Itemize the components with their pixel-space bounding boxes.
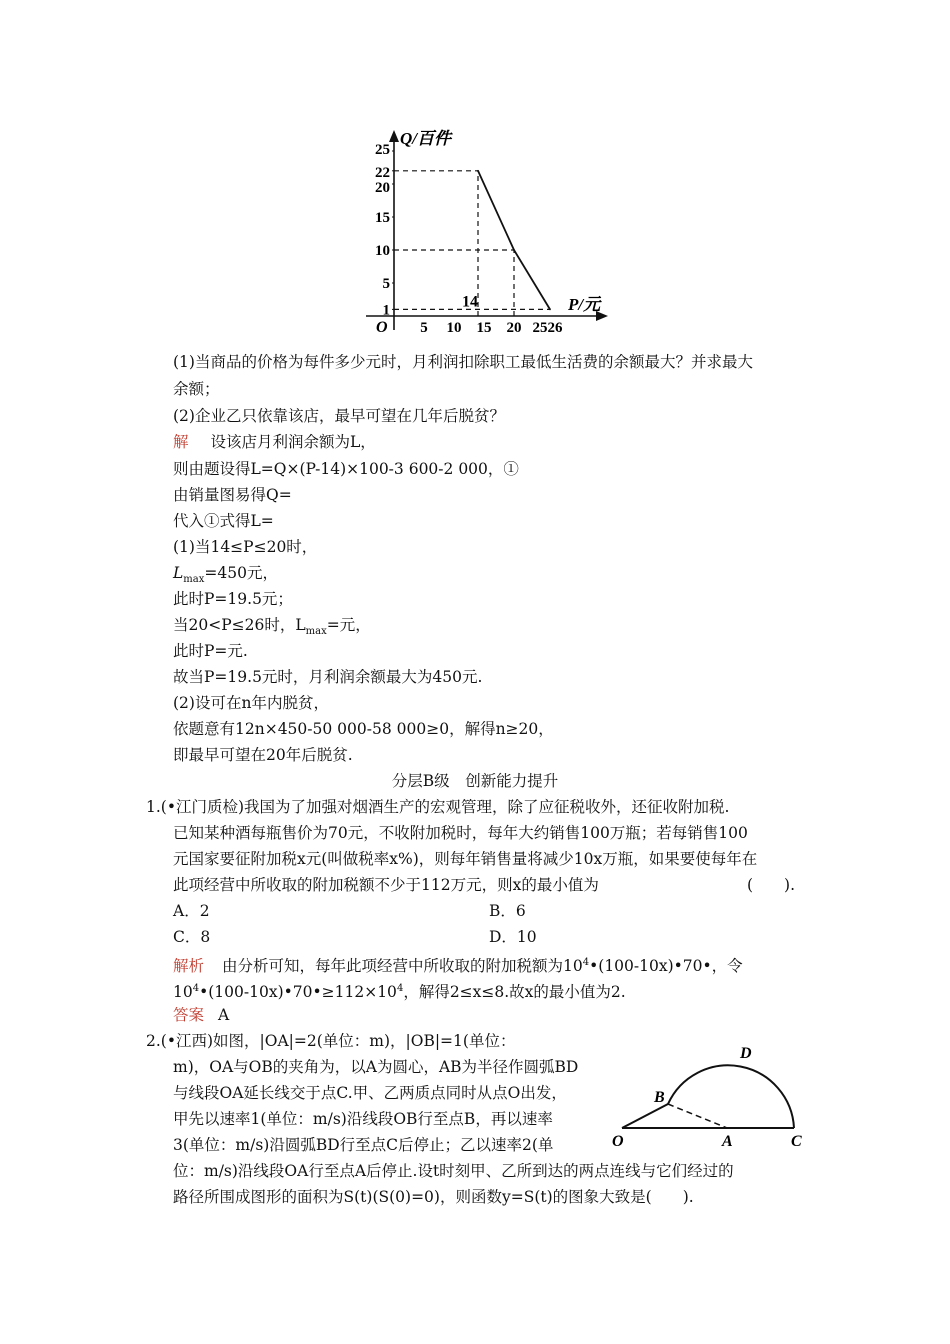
x-tick-labels <box>420 320 563 336</box>
y-tick-5: 5 <box>382 276 390 292</box>
x-tick-15: 15 <box>476 320 492 336</box>
arc-geometry-figure <box>612 1038 812 1153</box>
answer-blank: ( ). <box>747 876 796 894</box>
analysis-text-3: 10 <box>173 983 193 1002</box>
x-tick-5: 5 <box>420 320 428 336</box>
question-1-line-1: (1)当商品的价格为每件多少元时，月利润扣除职工最低生活费的余额最大？并求最大 <box>173 353 753 371</box>
y-tick-1: 1 <box>382 302 390 319</box>
step-11: 依题意有12n×450-50 000-58 000≥0，解得n≥20， <box>173 720 554 738</box>
step-8: 此时P=元. <box>173 642 248 660</box>
segment-ba-dashed <box>668 1104 727 1128</box>
analysis-line-2 <box>173 979 626 1002</box>
problem-2-line-1: 2.(•江西)如图，|OA|=2(单位：m)，|OB|=1(单位： <box>146 1032 516 1050</box>
x-tick-26: 26 <box>547 320 563 336</box>
y-tick-15: 15 <box>375 210 390 226</box>
y-axis-arrow <box>389 130 399 142</box>
analysis-line-1 <box>173 953 743 976</box>
step-9: 故当P=19.5元时，月利润余额最大为450元. <box>173 668 483 686</box>
step-7-condition: 当20<P≤26时，L <box>173 616 306 634</box>
option-b: B．6 <box>489 902 526 920</box>
x-tick-20: 20 <box>506 320 522 336</box>
max-subscript-2: max <box>305 626 327 638</box>
step-5 <box>173 563 278 590</box>
data-point-2 <box>549 309 551 311</box>
x-axis-label: P/元 <box>568 295 601 314</box>
segment-ob <box>622 1104 668 1128</box>
step-12: 即最早可望在20年后脱贫. <box>173 746 353 764</box>
label-a: A <box>722 1133 733 1150</box>
step-5-value: =450元， <box>204 564 278 582</box>
question-2: (2)企业乙只依靠该店，最早可望在几年后脱贫？ <box>173 407 505 425</box>
y-tick-20: 20 <box>375 180 390 196</box>
option-a: A．2 <box>173 902 210 920</box>
analysis-text-5: ，解得2≤x≤8.故x的最小值为2. <box>403 983 626 1002</box>
problem-1-line-4: 此项经营中所收取的附加税额不少于112万元，则x的最小值为 <box>173 876 599 894</box>
section-heading: 分层B级 创新能力提升 <box>391 772 559 790</box>
step-7-value: =元， <box>326 616 371 634</box>
data-point-0 <box>477 170 479 172</box>
question-1-line-2: 余额； <box>173 380 220 398</box>
solution-label: 解 <box>173 433 189 451</box>
y-tick-25: 25 <box>375 142 390 158</box>
solution-intro: 设该店月利润余额为L， <box>210 433 376 451</box>
option-d: D．10 <box>489 928 537 946</box>
analysis-label: 解析 <box>173 957 205 976</box>
step-10: (2)设可在n年内脱贫， <box>173 694 329 712</box>
problem-2-line-7: 路径所围成图形的面积为S(t)(S(0)=0)，则函数y=S(t)的图象大致是( ). <box>173 1188 694 1206</box>
exponent-3: 4 <box>396 983 404 994</box>
series-segment-0 <box>478 171 514 250</box>
step-4: (1)当14≤P≤20时， <box>173 538 318 556</box>
label-c: C <box>791 1133 802 1150</box>
arc-bd <box>668 1065 794 1128</box>
problem-1-line-3: 元国家要征附加税x元(叫做税率x%)，则每年销售量将减少10x万瓶，如果要使每年在 <box>173 850 758 868</box>
problem-1-line-2: 已知某种酒每瓶售价为70元，不收附加税时，每年大约销售100万瓶；若每销售100 <box>173 824 748 842</box>
problem-2-line-6: 位：m/s)沿线段OA行至点A后停止.设t时刻甲、乙所到达的两点连线与它们经过的 <box>173 1162 734 1180</box>
problem-2-line-3: 与线段OA延长线交于点C.甲、乙两质点同时从点O出发， <box>173 1084 567 1102</box>
x-tick-10: 10 <box>446 320 462 336</box>
step-1: 则由题设得L=Q×(P-14)×100-3 600-2 000，① <box>173 460 519 478</box>
answer-value: A <box>218 1006 230 1024</box>
origin-label: O <box>376 319 388 336</box>
step-3: 代入①式得L= <box>173 512 274 530</box>
x-tick-25: 25 <box>532 320 548 336</box>
exponent: 4 <box>582 957 590 968</box>
step-6: 此时P=19.5元； <box>173 590 293 608</box>
sales-volume-chart <box>360 122 620 337</box>
data-point-1 <box>513 249 515 251</box>
y-tick-labels <box>375 142 394 318</box>
l-symbol: L <box>173 564 184 582</box>
option-c: C．8 <box>173 928 211 946</box>
problem-2-line-5: 3(单位：m/s)沿圆弧BD行至点C后停止；乙以速率2(单 <box>173 1136 554 1154</box>
series-line <box>477 170 551 310</box>
y-tick-10: 10 <box>375 243 390 259</box>
label-d: D <box>740 1045 752 1062</box>
y-tick-22: 22 <box>375 164 390 181</box>
answer-line <box>173 1005 229 1025</box>
analysis-text-4: •(100-10x)•70•≥112×10 <box>199 983 397 1002</box>
series-segment-1 <box>514 250 550 309</box>
exponent-2: 4 <box>192 983 200 994</box>
problem-2-line-2: m)，OA与OB的夹角为，以A为圆心，AB为半径作圆弧BD <box>173 1058 579 1076</box>
analysis-text-2: •(100-10x)•70•，令 <box>589 957 743 976</box>
analysis-text-1: 由分析可知，每年此项经营中所收取的附加税额为10 <box>222 957 583 976</box>
y-axis-label: Q/百件 <box>400 129 451 148</box>
step-7 <box>173 615 371 642</box>
answer-label: 答案 <box>173 1006 205 1024</box>
label-b: B <box>654 1089 665 1106</box>
solution-line <box>173 432 376 452</box>
max-subscript: max <box>183 574 205 586</box>
problem-1-line-1: 1.(•江门质检)我国为了加强对烟酒生产的宏观管理，除了应征税收外，还征收附加税. <box>146 798 730 816</box>
label-o: O <box>612 1133 624 1150</box>
problem-2-line-4: 甲先以速率1(单位：m/s)沿线段OB行至点B，再以速率 <box>173 1110 553 1128</box>
step-2: 由销量图易得Q= <box>173 486 292 504</box>
annotation-14: 14 <box>462 293 478 311</box>
